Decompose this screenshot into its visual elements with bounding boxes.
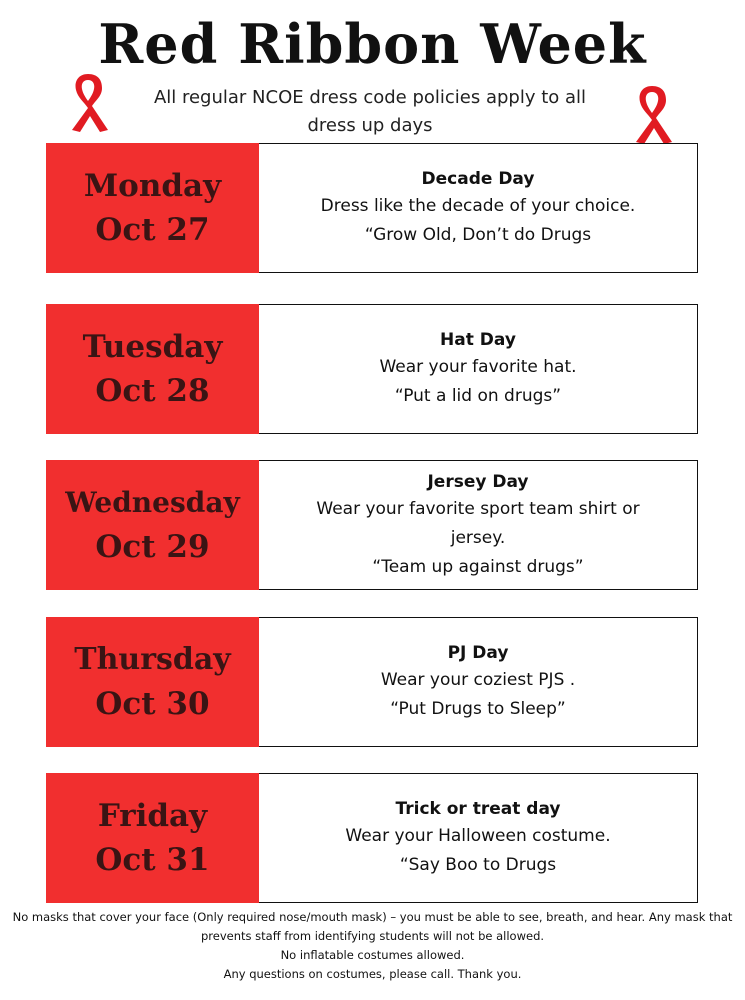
- day-date: Oct 31: [95, 842, 210, 878]
- theme-slogan: “Grow Old, Don’t do Drugs: [364, 225, 592, 245]
- theme-instruction: Wear your Halloween costume.: [345, 826, 611, 846]
- day-name: Wednesday: [65, 486, 240, 519]
- theme-slogan: “Put Drugs to Sleep”: [390, 699, 566, 719]
- day-date: Oct 27: [95, 212, 210, 248]
- day-label-box: [46, 143, 259, 273]
- theme-slogan: “Say Boo to Drugs: [399, 855, 557, 875]
- day-name: Thursday: [74, 642, 231, 677]
- day-description-box: [259, 773, 698, 903]
- contact-note: Any questions on costumes, please call. Thank you.: [223, 967, 522, 981]
- day-label-box: [46, 773, 259, 903]
- day-description-box: [259, 304, 698, 434]
- day-description-box: [259, 617, 698, 747]
- theme-title: PJ Day: [447, 643, 509, 663]
- day-label-box: [46, 460, 259, 590]
- theme-title: Jersey Day: [427, 471, 529, 492]
- day-row-tuesday: [46, 304, 699, 434]
- day-label-box: [46, 304, 259, 434]
- day-name: Friday: [97, 798, 208, 834]
- day-name: Monday: [83, 168, 222, 204]
- theme-instruction: Wear your favorite hat.: [379, 357, 577, 377]
- red-ribbon-icon: [626, 82, 678, 146]
- page-title: Red Ribbon Week: [98, 12, 647, 76]
- inflatable-rule: No inflatable costumes allowed.: [280, 948, 465, 962]
- day-name: Tuesday: [82, 329, 223, 365]
- costume-rules-footer: [0, 908, 745, 984]
- day-description-box: [259, 143, 698, 273]
- theme-instruction: Dress like the decade of your choice.: [320, 196, 636, 216]
- theme-title: Decade Day: [421, 169, 535, 189]
- theme-instruction: Wear your favorite sport team shirt or jersey.: [316, 498, 640, 548]
- red-ribbon-icon: [62, 70, 114, 134]
- theme-slogan: “Team up against drugs”: [372, 556, 584, 577]
- day-row-monday: [46, 143, 699, 273]
- mask-rule: No masks that cover your face (Only required nose/mouth mask) – you must be able to see, breath, and hear. Any mask that prevents staff from identifying students will not be allowed.: [12, 910, 733, 943]
- day-row-thursday: [46, 617, 699, 747]
- dress-code-note: All regular NCOE dress code policies apply to all dress up days: [153, 87, 587, 136]
- theme-instruction: Wear your coziest PJS .: [380, 670, 576, 690]
- theme-title: Trick or treat day: [395, 799, 561, 819]
- theme-title: Hat Day: [440, 330, 516, 350]
- day-date: Oct 29: [95, 529, 210, 565]
- day-row-friday: [46, 773, 699, 903]
- theme-slogan: “Put a lid on drugs”: [394, 386, 562, 406]
- day-date: Oct 30: [95, 686, 210, 722]
- day-label-box: [46, 617, 259, 747]
- day-row-wednesday: [46, 460, 699, 590]
- day-description-box: [259, 460, 698, 590]
- day-date: Oct 28: [95, 373, 210, 409]
